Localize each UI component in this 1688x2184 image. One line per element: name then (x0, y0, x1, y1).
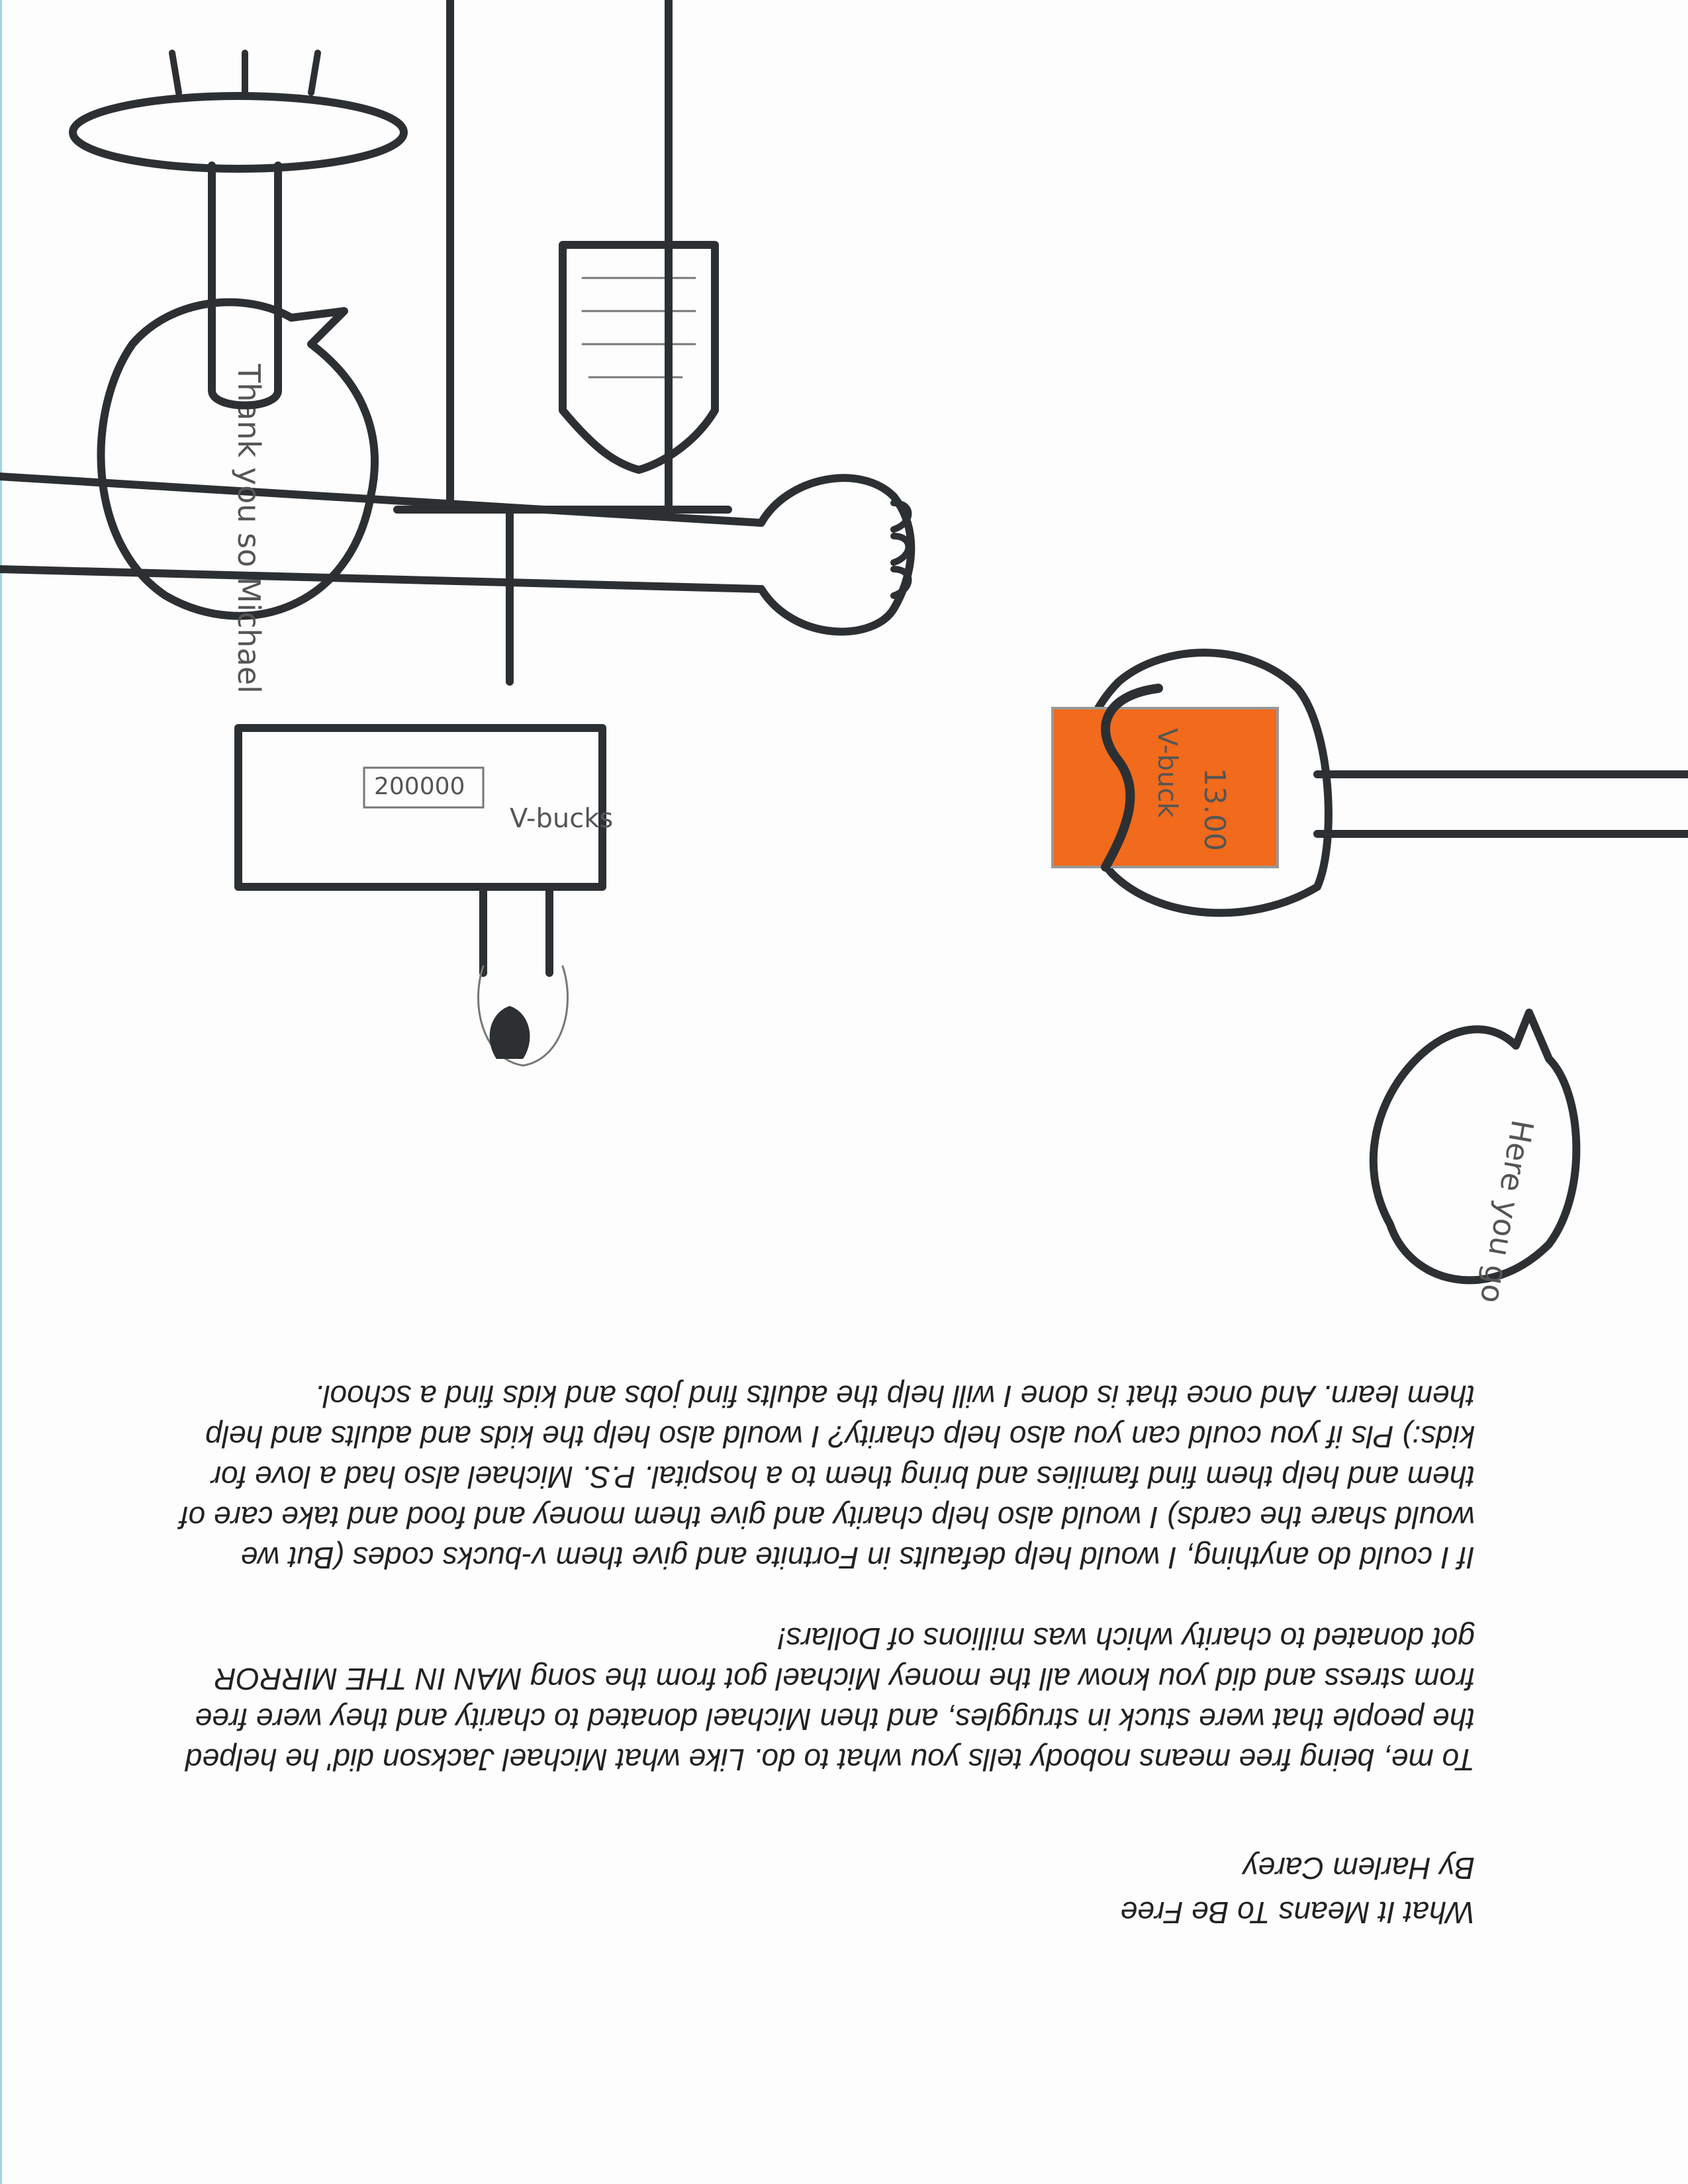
orange-shield (563, 245, 715, 470)
essay-byline: By Harlem Carey (1243, 1851, 1475, 1886)
gift-card-amount: 13.00 (1197, 768, 1231, 851)
bubble-text-here-you-go: Here you go (1473, 1117, 1541, 1306)
hand-with-gift-card (1053, 653, 1688, 913)
figure-hair (490, 1006, 530, 1059)
essay-paragraph: If I could do anything, I would help defaults in Fortnite and give them v-bucks codes (But we would share the cards) I would also help charity and give them money and food and take care of them and help them find families and bring them to a hospital. P.S. Michael also had a love for kids:) Pls if you could can you also help charity? I would also help the kids and adults and help them learn. And once that is done I will help the adults find jobs and kids find a school. (179, 1379, 1475, 1575)
essay-paragraph: To me, being free means nobody tells you what to do. Like what Michael Jackson did' he helped the people that were stuck in struggles, and then Michael donated to charity and they were free from stress and did you know all the money Michael got from the song MAN IN THE MIRROR got donated to charity which was millions of Dollars! (185, 1621, 1475, 1777)
bubble-text-thank-you: Thank you so Michael (231, 364, 267, 694)
v-bucks-sign (238, 728, 613, 1066)
sign-label: V-bucks (510, 803, 614, 834)
speech-bubble-here-you-go (1374, 1013, 1577, 1306)
arm-with-fist (0, 477, 911, 631)
essay-title: What It Means To Be Free (1120, 1895, 1475, 1930)
gift-card-brand: V-buck (1152, 728, 1182, 818)
sign-amount: 200000 (374, 773, 465, 800)
